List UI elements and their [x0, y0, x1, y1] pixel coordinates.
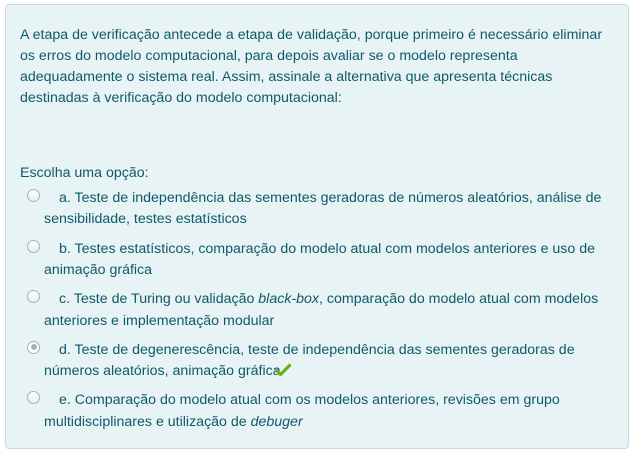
- option-c-italic-term: black-box: [258, 291, 320, 308]
- option-a-text: Teste de independência das sementes geradoras de números aleatórios, análise de sensibilidade, testes estatísticos: [44, 190, 602, 228]
- choice-prompt: Escolha uma opção:: [20, 165, 149, 181]
- check-icon: [275, 363, 291, 377]
- option-e-text-before: Comparação do modelo atual com os modelos anteriores, revisões em grupo multidisciplinares e utilização de: [44, 392, 560, 430]
- option-d-text: Teste de degenerescência, teste de independência das sementes geradoras de números aleatórios, animação gráfica: [44, 341, 575, 380]
- option-c-label[interactable]: [44, 289, 604, 332]
- answer-options: [6, 188, 626, 441]
- option-e-letter: e.: [59, 392, 71, 409]
- option-a[interactable]: [6, 188, 626, 239]
- option-d[interactable]: [6, 340, 626, 391]
- question-text: A etapa de verificação antecede a etapa de validação, porque primeiro é necessário eliminar os erros do modelo computacional, para depois avaliar se o modelo representa adequadamente o sistema real. Assim, assinale a alternativa que apresenta técnicas destinadas à verificação do modelo computacional:: [20, 27, 603, 106]
- option-e[interactable]: [6, 390, 626, 441]
- radio-option-e[interactable]: [27, 391, 40, 404]
- radio-option-d-selected[interactable]: [27, 341, 40, 354]
- option-c-text-before: Teste de Turing ou validação: [73, 291, 259, 308]
- option-e-italic-term: debuger: [250, 413, 303, 430]
- option-d-letter: d.: [59, 341, 71, 358]
- option-b[interactable]: [6, 239, 626, 290]
- option-b-label[interactable]: [44, 239, 604, 282]
- option-c-text-after: , comparação do modelo atual com modelos anteriores e implementação modular: [44, 291, 599, 329]
- option-b-letter: b.: [59, 240, 71, 257]
- option-d-label[interactable]: [44, 340, 604, 383]
- option-c[interactable]: [6, 289, 626, 340]
- option-b-text: Testes estatísticos, comparação do modelo atual com modelos anteriores e uso de animação gráfica: [44, 240, 596, 278]
- question-card: [5, 4, 629, 449]
- radio-option-b[interactable]: [27, 240, 40, 253]
- option-a-label[interactable]: [44, 188, 604, 231]
- option-a-letter: a.: [59, 190, 71, 206]
- radio-option-c[interactable]: [27, 290, 40, 303]
- radio-option-a[interactable]: [27, 189, 40, 202]
- option-e-label[interactable]: [44, 390, 604, 433]
- option-c-letter: c.: [59, 291, 71, 308]
